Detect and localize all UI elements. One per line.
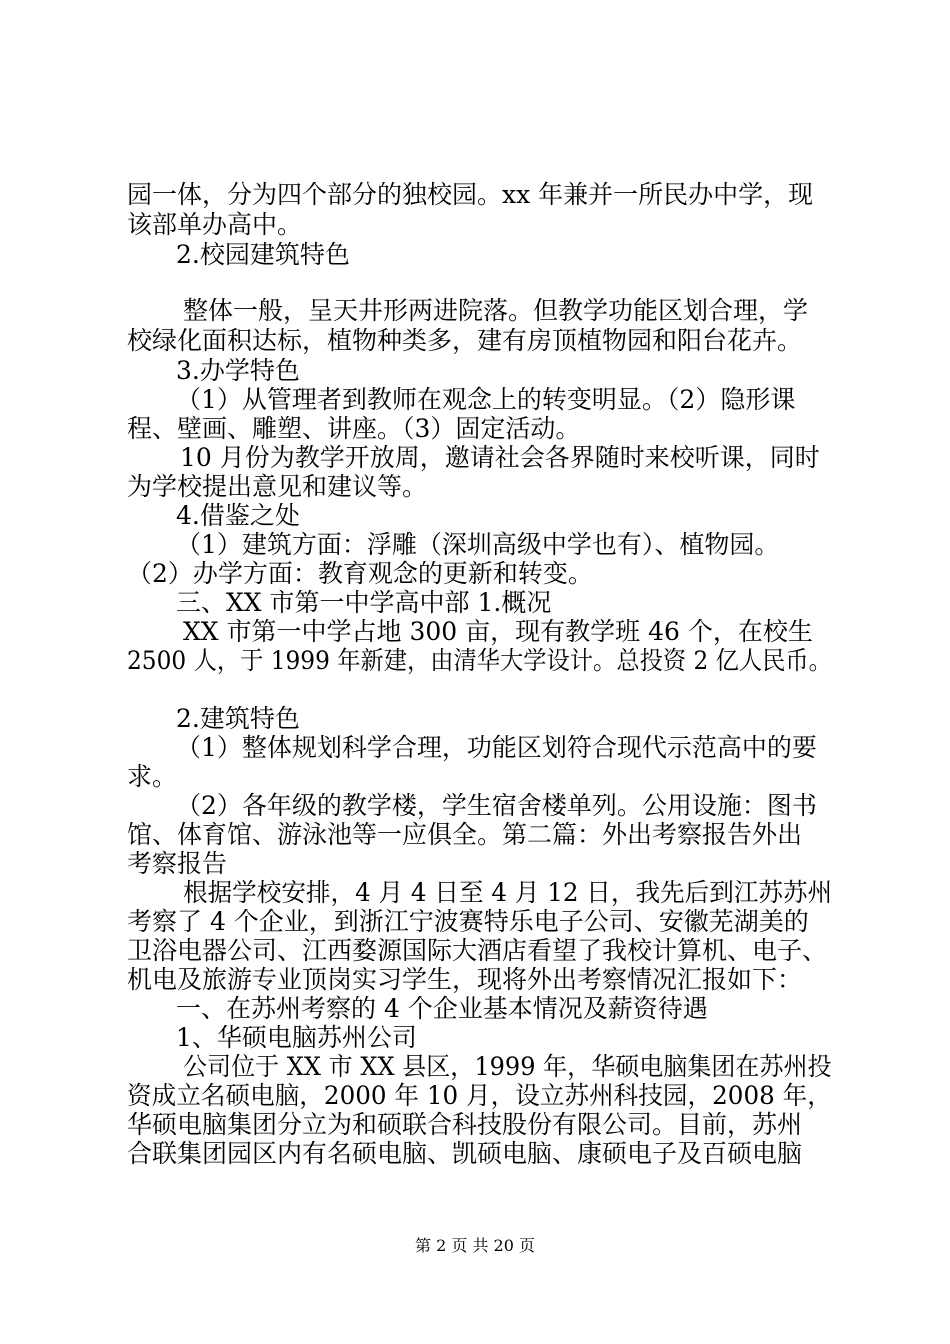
body-line: 整体一般，呈天井形两进院落。但教学功能区划合理，学: [183, 296, 809, 325]
body-line: 校绿化面积达标，植物种类多，建有房顶植物园和阳台花卉。: [127, 326, 803, 355]
page-number-footer: 第 2 页 共 20 页: [415, 1236, 535, 1255]
body-line: （2）办学方面：教育观念的更新和转变。: [127, 559, 593, 588]
body-line: 根据学校安排，4 月 4 日至 4 月 12 日，我先后到江苏苏州: [183, 878, 833, 907]
section-heading: 3.办学特色: [176, 356, 300, 385]
body-line: 该部单办高中。: [127, 210, 303, 239]
body-line: 华硕电脑集团分立为和硕联合科技股份有限公司。目前，苏州: [127, 1110, 803, 1139]
body-line: 求。: [127, 762, 178, 791]
body-line: XX 市第一中学占地 300 亩，现有教学班 46 个，在校生: [183, 617, 813, 646]
body-line: 考察了 4 个企业，到浙江宁波赛特乐电子公司、安徽芜湖美的: [127, 907, 809, 936]
body-line: 合联集团园区内有名硕电脑、凯硕电脑、康硕电子及百硕电脑: [127, 1139, 803, 1168]
section-heading: 一、在苏州考察的 4 个企业基本情况及薪资待遇: [176, 994, 708, 1023]
body-line: （1）建筑方面：浮雕（深圳高级中学也有）、植物园。: [176, 530, 780, 559]
body-line: （1）从管理者到教师在观念上的转变明显。（2）隐形课: [176, 385, 796, 414]
body-line: 卫浴电器公司、江西婺源国际大酒店看望了我校计算机、电子、: [127, 936, 828, 965]
body-line: 为学校提出意见和建议等。: [127, 472, 428, 501]
body-line: 馆、体育馆、游泳池等一应俱全。第二篇：外出考察报告外出: [127, 820, 803, 849]
body-line: 资成立名硕电脑，2000 年 10 月，设立苏州科技园，2008 年，: [127, 1081, 832, 1110]
body-line: 公司位于 XX 市 XX 县区，1999 年，华硕电脑集团在苏州投: [183, 1052, 832, 1081]
section-heading: 2.建筑特色: [176, 704, 300, 733]
section-heading: 2.校园建筑特色: [176, 240, 350, 269]
body-line: 机电及旅游专业顶岗实习学生，现将外出考察情况汇报如下：: [127, 965, 803, 994]
section-heading: 三、XX 市第一中学高中部 1.概况: [176, 588, 552, 617]
body-line: （2）各年级的教学楼，学生宿舍楼单列。公用设施：图书: [176, 791, 817, 820]
section-heading: 1、华硕电脑苏州公司: [176, 1023, 417, 1052]
section-heading: 4.借鉴之处: [176, 501, 300, 530]
body-line: 程、壁画、雕塑、讲座。（3）固定活动。: [127, 414, 581, 443]
body-line: 园一体，分为四个部分的独校园。xx 年兼并一所民办中学，现: [127, 180, 814, 209]
body-line: （1）整体规划科学合理，功能区划符合现代示范高中的要: [176, 733, 817, 762]
body-line: 考察报告: [127, 849, 228, 878]
body-line: 2500 人，于 1999 年新建，由清华大学设计。总投资 2 亿人民币。: [127, 646, 832, 675]
body-line: 10 月份为教学开放周，邀请社会各界随时来校听课，同时: [180, 443, 820, 472]
